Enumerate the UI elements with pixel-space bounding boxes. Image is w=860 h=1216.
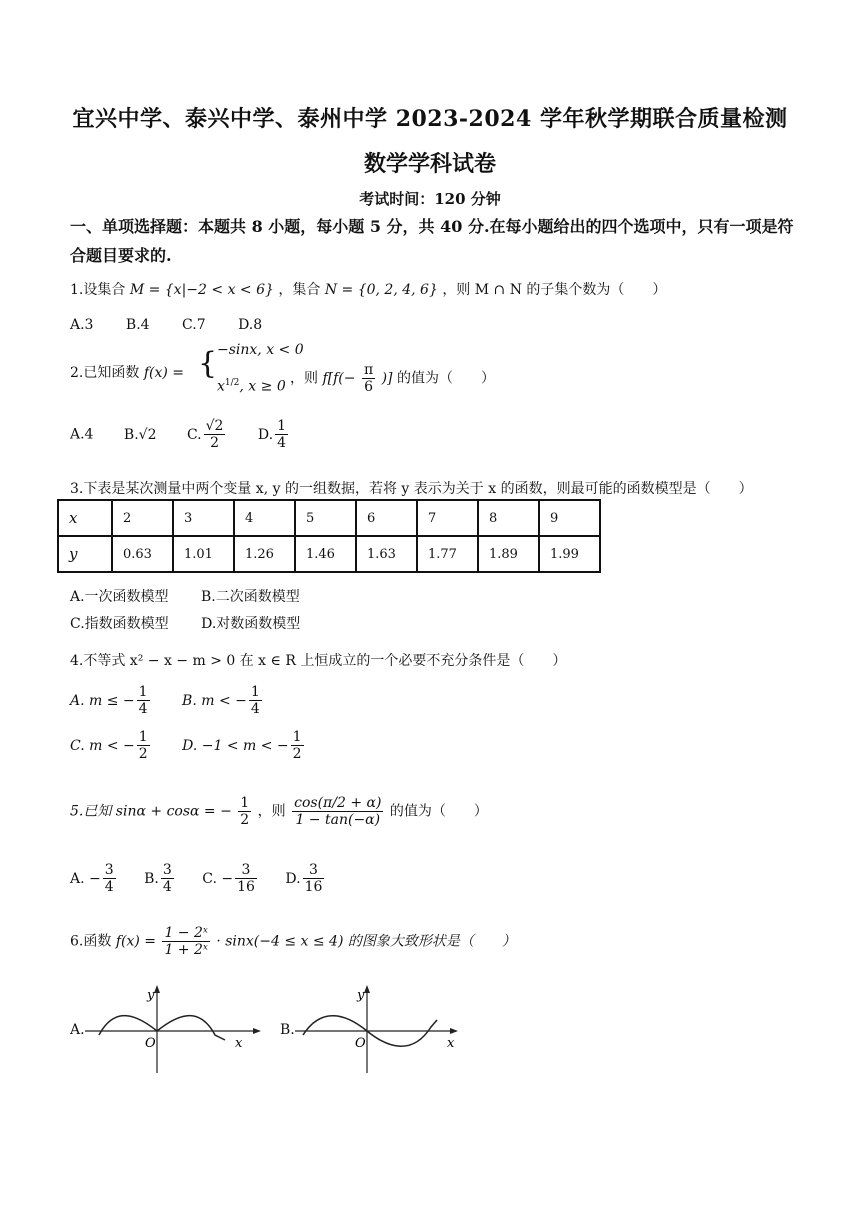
q3-option-b: B.二次函数模型 [201, 589, 300, 605]
table-header-y: y [58, 536, 112, 572]
table-cell: 1.01 [173, 536, 234, 572]
q3-options-row-1 [70, 586, 300, 606]
q5-option-a: A. − $\frac{3}{4}$ [70, 862, 114, 895]
table-row-y [58, 536, 600, 572]
q2-option-c: C. $\frac{√2}{2}$ [186, 418, 224, 451]
y-label: y [147, 988, 155, 1003]
table-cell: 1.77 [417, 536, 478, 572]
question-5: 5.已知 sinα + cosα = − $\frac{1}{2}$ ，则 $\frac{\cos(\pi/2 + \alpha)}{1 - \tan(-\alpha)}$ 的值为（ ） [70, 795, 488, 828]
q2-options [70, 418, 290, 451]
q2-case-1: −sinx, x < 0 [217, 342, 304, 358]
origin-label: O [145, 1036, 156, 1051]
table-cell: 3 [173, 500, 234, 536]
q6-fraction: $\frac{\text{1 − 2ˣ}}{\text{1 + 2ˣ}}$ [164, 925, 208, 958]
x-axis-arrow [253, 1028, 261, 1034]
question-1 [70, 279, 666, 299]
q5-options [70, 862, 326, 895]
q1-option-b: B.4 [125, 317, 150, 333]
q5-option-d: D. $\frac{3}{16}$ [285, 862, 323, 895]
q6-graph-b [295, 985, 475, 1075]
question-4: 4.不等式 x² − x − m > 0 在 x ∈ R 上恒成立的一个必要不充分条件是（ ） [70, 653, 567, 669]
table-cell: 7 [417, 500, 478, 536]
x-axis-arrow [450, 1028, 458, 1034]
q1-options [70, 317, 262, 333]
table-cell: 1.63 [356, 536, 417, 572]
q3-option-a: A.一次函数模型 [70, 589, 169, 605]
q6-graph-a [85, 985, 265, 1075]
q2-option-d: D. $\frac{1}{4}$ [257, 418, 287, 451]
q5-option-b: B. $\frac{3}{4}$ [144, 862, 172, 895]
q2-func: f(x) = [143, 365, 184, 381]
q1-option-c: C.7 [182, 317, 206, 333]
q2-brace: { [198, 346, 218, 381]
table-cell: 5 [295, 500, 356, 536]
q4-option-c: C. m < − $\frac{1}{2}$ [70, 729, 148, 762]
table-cell: 1.99 [539, 536, 600, 572]
y-label: y [357, 988, 365, 1003]
table-cell: 8 [478, 500, 539, 536]
exam-subtitle: 数学学科试卷 [363, 151, 496, 177]
q1-pre: 1.设集合 [70, 282, 126, 298]
q2-pre: 2.已知函数 [70, 365, 140, 381]
q6-option-b-label: B. [280, 1022, 295, 1038]
q3-data-table [57, 499, 601, 573]
graph-b-svg [295, 985, 475, 1075]
q3-options-row-2 [70, 613, 300, 633]
table-cell: 9 [539, 500, 600, 536]
table-cell: 1.26 [234, 536, 295, 572]
q1-option-a: A.3 [70, 317, 94, 333]
question-2 [70, 362, 184, 382]
exam-time: 考试时间：120 分钟 [359, 190, 501, 208]
curve-a [99, 1016, 225, 1040]
q4-options-row-2 [70, 729, 306, 762]
q4-option-d: D. −1 < m < − $\frac{1}{2}$ [182, 729, 302, 762]
x-label: x [447, 1036, 455, 1051]
q4-option-a: A. m ≤ − $\frac{1}{4}$ [70, 684, 148, 717]
table-cell: 1.46 [295, 536, 356, 572]
q5-fraction: $\frac{\cos(\pi/2 + \alpha)}{1 - \tan(-\alpha)}$ [294, 795, 382, 828]
q3-option-c: C.指数函数模型 [70, 616, 169, 632]
q2-expr: ，则 f[f(− $\frac{\pi}{6}$ )] 的值为（ ） [290, 362, 495, 395]
table-cell: 2 [112, 500, 173, 536]
question-3: 3.下表是某次测量中两个变量 x, y 的一组数据，若将 y 表示为关于 x 的函数，则最可能的函数模型是（ ） [70, 481, 753, 497]
q1-set-n: N = {0, 2, 4, 6} [324, 282, 438, 298]
origin-label: O [355, 1036, 366, 1051]
q1-option-d: D.8 [238, 317, 263, 333]
q3-option-d: D.对数函数模型 [201, 616, 301, 632]
q2-case-2: $x^{1/2}$, x ≥ 0 [217, 378, 286, 395]
q6-option-a-label: A. [70, 1022, 85, 1038]
graph-a-svg [85, 985, 265, 1075]
table-cell: 6 [356, 500, 417, 536]
q1-set-m: M = {x|−2 < x < 6} [129, 282, 274, 298]
table-row-x [58, 500, 600, 536]
x-label: x [235, 1036, 243, 1051]
table-cell: 4 [234, 500, 295, 536]
exam-title: 宜兴中学、泰兴中学、泰州中学 2023-2024 学年秋学期联合质量检测 [72, 106, 788, 132]
q4-options-row-1 [70, 684, 264, 717]
q4-option-b: B. m < − $\frac{1}{4}$ [182, 684, 260, 717]
question-6: 6.函数 f(x) = $\frac{\text{1 − 2ˣ}}{\text{1 + 2ˣ}}$ · sinx(−4 ≤ x ≤ 4) 的图象大致形状是（ ） [70, 925, 516, 958]
q1-mid: ，集合 [278, 282, 321, 298]
q2-option-b: B.√2 [123, 426, 157, 443]
table-cell: 1.89 [478, 536, 539, 572]
y-axis-arrow [364, 985, 370, 993]
q5-option-c: C. − $\frac{3}{16}$ [202, 862, 255, 895]
section-heading: 一、单项选择题：本题共 8 小题，每小题 5 分，共 40 分.在每小题给出的四个选项中，只有一项是符合题目要求的. [70, 217, 794, 265]
q2-option-a: A.4 [70, 426, 94, 443]
table-cell: 0.63 [112, 536, 173, 572]
table-header-x: x [58, 500, 112, 536]
y-axis-arrow [154, 985, 160, 993]
q1-post: ，则 M ∩ N 的子集个数为（ ） [442, 282, 667, 298]
